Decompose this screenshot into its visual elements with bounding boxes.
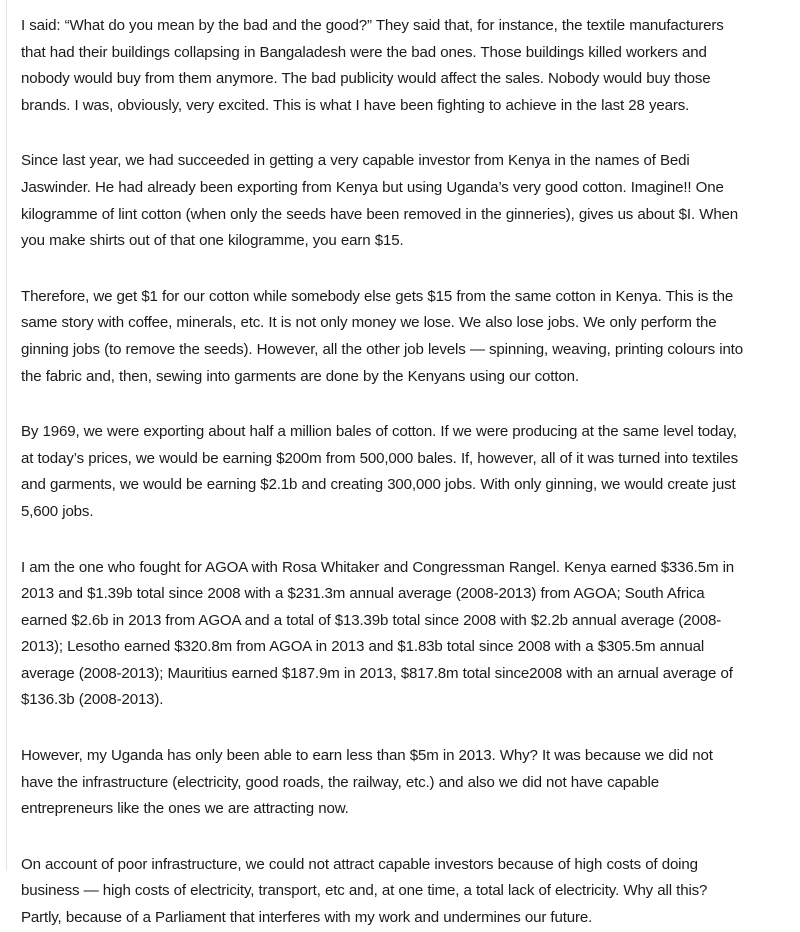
paragraph-bedi-jaswinder: Since last year, we had succeeded in getting a very capable investor from Kenya in the names of Bedi Jaswinder. He had already been exporting from Kenya but using Uganda’s very good cotton. Imagine!! One kilogramme of lint cotton (when only the seeds have been removed in the ginneries), gives us about $I. When you make shirts out of that one kilogramme, you earn $15. [21,152,739,250]
left-margin-rule [6,0,7,871]
paragraph-cotton-value-chain: Therefore, we get $1 for our cotton while somebody else gets $15 from the same cotton in Kenya. This is the same story with coffee, minerals, etc. It is not only money we lose. We also lose jobs. We only perform the ginning jobs (to remove the seeds). However, all the other job levels — spinning, weaving, printing colours into the fabric and, then, sewing into garments are done by the Kenyans using our cotton. [21,287,743,385]
paragraph-uganda-5m: However, my Uganda has only been able to earn less than $5m in 2013. Why? It was because we did not have the infrastructure (electricity, good roads, the railway, etc.) and also we did not have capable entrepreneurs like the ones we are attracting now. [21,747,713,818]
paragraph-1969-bales: By 1969, we were exporting about half a million bales of cotton. If we were producing at the same level today, at today’s prices, we would be earning $200m from 500,000 bales. If, however, all of it was turned into textiles and garments, we would be earning $2.1b and creating 300,000 jobs. With only ginning, we would create just 5,600 jobs. [21,423,739,520]
paragraph-poor-infrastructure: On account of poor infrastructure, we could not attract capable investors because of high costs of doing business — high costs of electricity, transport, etc and, at one time, a total lack of electricity. Why all this? Partly, because of a Parliament that interferes with my work and undermines our future. [21,855,708,927]
article-body [21,13,743,932]
paragraph-agoa-earnings: I am the one who fought for AGOA with Rosa Whitaker and Congressman Rangel. Kenya earned $336.5m in 2013 and $1.39b total since 2008 with a $231.3m annual average (2008-2013) from AGOA; South Africa earned $2.6b in 2013 from AGOA and a total of $13.39b total since 2008 with $2.2b annual average (2008-2013); Lesotho earned $320.8m from AGOA in 2013 and $1.83b total since 2008 with a $305.5m annual average (2008-2013); Mauritius earned $187.9m in 2013, $817.8m total since2008 with an arnual average of $136.3b (2008-2013). [21,558,735,709]
paragraph-bad-and-good: I said: “What do you mean by the bad and the good?” They said that, for instance, the textile manufacturers that had their buildings collapsing in Bangaladesh were the bad ones. Those buildings killed workers and nobody would buy from them anymore. The bad publicity would affect the sales. Nobody would buy those brands. I was, obviously, very excited. This is what I have been fighting to achieve in the last 28 years. [21,17,724,114]
